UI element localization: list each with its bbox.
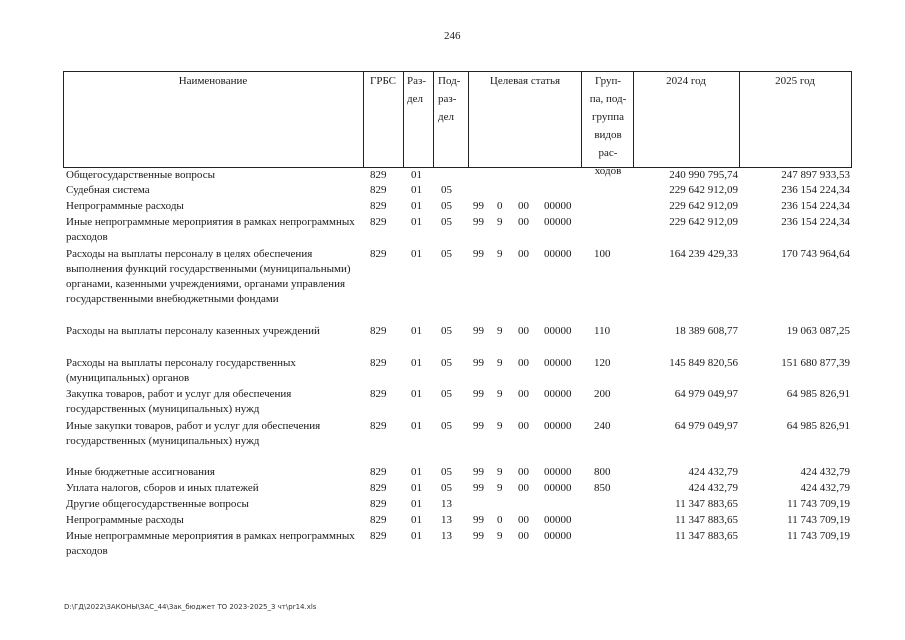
- header-divider: [363, 71, 364, 168]
- row-t2: 9: [497, 420, 503, 432]
- row-t4: 00000: [544, 530, 572, 542]
- row-grbs: 829: [370, 514, 387, 526]
- row-t4: 00000: [544, 388, 572, 400]
- row-vr: 110: [594, 325, 611, 337]
- row-rz: 01: [411, 200, 422, 212]
- row-grbs: 829: [370, 216, 387, 228]
- row-vr: 200: [594, 388, 611, 400]
- row-t4: 00000: [544, 466, 572, 478]
- row-y2024: 240 990 795,74: [669, 169, 738, 181]
- row-t1: 99: [473, 530, 484, 542]
- row-y2024: 229 642 912,09: [669, 184, 738, 196]
- row-t1: 99: [473, 388, 484, 400]
- row-t2: 9: [497, 357, 503, 369]
- row-t4: 00000: [544, 216, 572, 228]
- row-y2025: 11 743 709,19: [787, 514, 850, 526]
- row-rz: 01: [411, 514, 422, 526]
- row-t4: 00000: [544, 248, 572, 260]
- row-pr: 13: [441, 514, 452, 526]
- row-t2: 0: [497, 514, 503, 526]
- header-year-2025: 2025 год: [775, 75, 815, 87]
- header-top-border: [63, 71, 851, 72]
- row-y2025: 11 743 709,19: [787, 498, 850, 510]
- row-pr: 05: [441, 325, 452, 337]
- row-t1: 99: [473, 200, 484, 212]
- row-t3: 00: [518, 420, 529, 432]
- row-t4: 00000: [544, 200, 572, 212]
- row-pr: 05: [441, 248, 452, 260]
- row-pr: 05: [441, 357, 452, 369]
- row-y2024: 164 239 429,33: [669, 248, 738, 260]
- row-name: Расходы на выплаты персоналу казенных учреждений: [66, 325, 320, 337]
- row-pr: 13: [441, 530, 452, 542]
- row-rz: 01: [411, 216, 422, 228]
- row-name: Иные непрограммные мероприятия в рамках непрограммных расходов: [66, 216, 355, 243]
- row-rz: 01: [411, 388, 422, 400]
- row-t3: 00: [518, 514, 529, 526]
- row-name: Непрограммные расходы: [66, 200, 184, 212]
- row-name: Иные бюджетные ассигнования: [66, 466, 215, 478]
- row-pr: 05: [441, 482, 452, 494]
- row-rz: 01: [411, 248, 422, 260]
- row-grbs: 829: [370, 169, 387, 181]
- header-divider: [739, 71, 740, 168]
- row-grbs: 829: [370, 498, 387, 510]
- header-podrazdel: Под- раз- дел: [438, 75, 461, 123]
- row-vr: 850: [594, 482, 611, 494]
- row-grbs: 829: [370, 248, 387, 260]
- row-pr: 13: [441, 498, 452, 510]
- row-name: Уплата налогов, сборов и иных платежей: [66, 482, 259, 494]
- header-divider: [63, 71, 64, 168]
- row-t1: 99: [473, 514, 484, 526]
- row-y2025: 151 680 877,39: [781, 357, 850, 369]
- row-t2: 9: [497, 482, 503, 494]
- row-y2025: 247 897 933,53: [781, 169, 850, 181]
- header-divider: [581, 71, 582, 168]
- row-y2025: 64 985 826,91: [786, 420, 850, 432]
- header-divider: [468, 71, 469, 168]
- row-t3: 00: [518, 530, 529, 542]
- row-name: Непрограммные расходы: [66, 514, 184, 526]
- row-grbs: 829: [370, 482, 387, 494]
- row-rz: 01: [411, 498, 422, 510]
- row-name: Расходы на выплаты персоналу государственных (муниципальных) органов: [66, 357, 296, 384]
- row-t2: 9: [497, 216, 503, 228]
- row-y2024: 64 979 049,97: [674, 420, 738, 432]
- row-y2025: 424 432,79: [800, 482, 850, 494]
- row-rz: 01: [411, 530, 422, 542]
- row-grbs: 829: [370, 357, 387, 369]
- row-pr: 05: [441, 216, 452, 228]
- row-y2025: 19 063 087,25: [786, 325, 850, 337]
- row-t1: 99: [473, 325, 484, 337]
- header-name: Наименование: [178, 75, 248, 87]
- row-rz: 01: [411, 420, 422, 432]
- row-t1: 99: [473, 248, 484, 260]
- row-vr: 800: [594, 466, 611, 478]
- row-vr: 240: [594, 420, 611, 432]
- row-t2: 9: [497, 530, 503, 542]
- row-t4: 00000: [544, 420, 572, 432]
- footer-file-path: D:\ГД\2022\ЗАКОНЫ\ЗАС_44\Зак_бюджет ТО 2023-2025_3 чт\pr14.xls: [64, 603, 317, 611]
- row-t2: 0: [497, 200, 503, 212]
- row-t1: 99: [473, 420, 484, 432]
- row-name: Расходы на выплаты персоналу в целях обеспечения выполнения функций государственными (муниципальными) органами, казенными учреждениями, органами управления государственными внебюджетными фондами: [66, 248, 351, 305]
- header-divider: [633, 71, 634, 168]
- header-divider: [851, 71, 852, 168]
- row-t3: 00: [518, 216, 529, 228]
- row-pr: 05: [441, 388, 452, 400]
- row-y2024: 11 347 883,65: [675, 498, 738, 510]
- row-t4: 00000: [544, 357, 572, 369]
- row-y2024: 229 642 912,09: [669, 216, 738, 228]
- row-rz: 01: [411, 184, 422, 196]
- row-t2: 9: [497, 388, 503, 400]
- row-y2025: 64 985 826,91: [786, 388, 850, 400]
- row-grbs: 829: [370, 325, 387, 337]
- row-name: Общегосударственные вопросы: [66, 169, 215, 181]
- row-grbs: 829: [370, 200, 387, 212]
- row-y2024: 145 849 820,56: [669, 357, 738, 369]
- row-t3: 00: [518, 357, 529, 369]
- row-name: Другие общегосударственные вопросы: [66, 498, 249, 510]
- header-divider: [403, 71, 404, 168]
- row-t3: 00: [518, 325, 529, 337]
- row-name: Иные непрограммные мероприятия в рамках непрограммных расходов: [66, 530, 355, 557]
- row-t2: 9: [497, 325, 503, 337]
- row-pr: 05: [441, 184, 452, 196]
- row-y2025: 424 432,79: [800, 466, 850, 478]
- row-rz: 01: [411, 357, 422, 369]
- row-grbs: 829: [370, 388, 387, 400]
- row-y2024: 424 432,79: [688, 482, 738, 494]
- row-t1: 99: [473, 357, 484, 369]
- row-rz: 01: [411, 482, 422, 494]
- header-year-2024: 2024 год: [666, 75, 706, 87]
- row-y2025: 236 154 224,34: [781, 184, 850, 196]
- row-y2024: 18 389 608,77: [674, 325, 738, 337]
- row-t3: 00: [518, 388, 529, 400]
- row-y2025: 236 154 224,34: [781, 216, 850, 228]
- row-t1: 99: [473, 482, 484, 494]
- row-y2024: 11 347 883,65: [675, 514, 738, 526]
- row-t2: 9: [497, 466, 503, 478]
- row-y2024: 424 432,79: [688, 466, 738, 478]
- row-rz: 01: [411, 325, 422, 337]
- header-target-article: Целевая статья: [489, 75, 561, 87]
- row-name: Иные закупки товаров, работ и услуг для обеспечения государственных (муниципальных) нужд: [66, 420, 321, 447]
- row-grbs: 829: [370, 466, 387, 478]
- row-t4: 00000: [544, 482, 572, 494]
- header-divider: [433, 71, 434, 168]
- row-y2024: 229 642 912,09: [669, 200, 738, 212]
- row-t1: 99: [473, 216, 484, 228]
- row-t3: 00: [518, 466, 529, 478]
- row-y2025: 236 154 224,34: [781, 200, 850, 212]
- row-t3: 00: [518, 200, 529, 212]
- row-t1: 99: [473, 466, 484, 478]
- row-vr: 120: [594, 357, 611, 369]
- page-number: 246: [444, 30, 461, 42]
- row-pr: 05: [441, 200, 452, 212]
- row-t3: 00: [518, 248, 529, 260]
- header-razdel: Раз- дел: [407, 75, 427, 105]
- row-pr: 05: [441, 420, 452, 432]
- row-y2025: 11 743 709,19: [787, 530, 850, 542]
- row-y2024: 11 347 883,65: [675, 530, 738, 542]
- row-name: Судебная система: [66, 184, 150, 196]
- row-grbs: 829: [370, 420, 387, 432]
- row-t4: 00000: [544, 514, 572, 526]
- row-rz: 01: [411, 169, 422, 181]
- row-rz: 01: [411, 466, 422, 478]
- row-grbs: 829: [370, 530, 387, 542]
- row-name: Закупка товаров, работ и услуг для обеспечения государственных (муниципальных) нужд: [66, 388, 292, 415]
- header-expense-group: Груп- па, под- группа видов рас- ходов: [589, 75, 627, 177]
- row-grbs: 829: [370, 184, 387, 196]
- row-t3: 00: [518, 482, 529, 494]
- row-pr: 05: [441, 466, 452, 478]
- row-y2024: 64 979 049,97: [674, 388, 738, 400]
- row-t4: 00000: [544, 325, 572, 337]
- row-vr: 100: [594, 248, 611, 260]
- row-t2: 9: [497, 248, 503, 260]
- row-y2025: 170 743 964,64: [781, 248, 850, 260]
- header-grbs: ГРБС: [369, 75, 397, 87]
